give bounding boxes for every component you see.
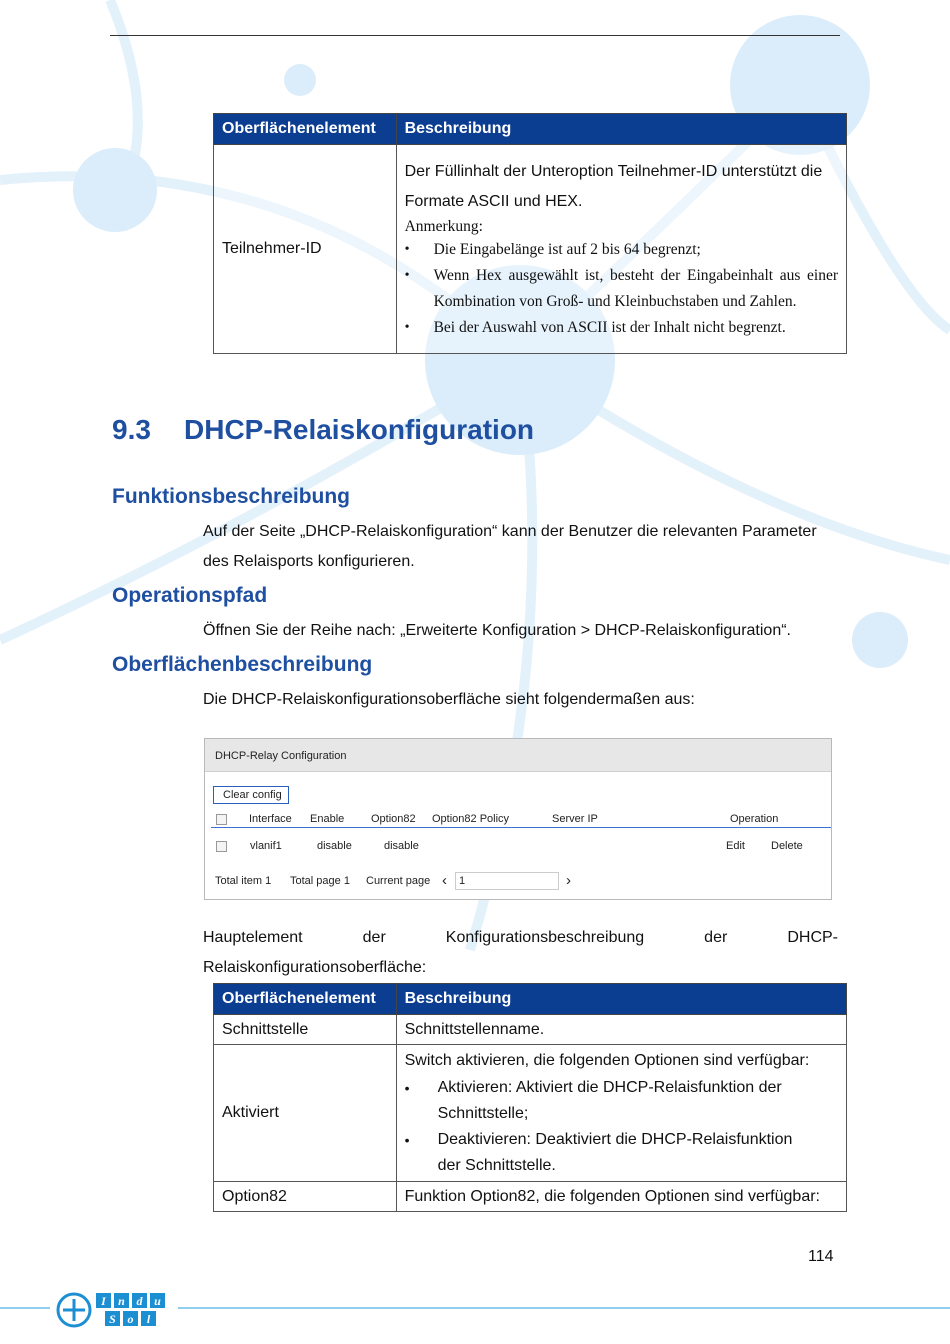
row-description [396, 1045, 846, 1182]
dhcp-relay-screenshot [204, 738, 832, 900]
table-row [214, 145, 847, 354]
col-enable: Enable [310, 813, 345, 825]
heading-path: Operationspfad [112, 584, 268, 607]
header-description: Beschreibung [396, 114, 846, 145]
cell-option82: disable [384, 840, 419, 852]
note-list [405, 237, 838, 341]
panel-title: DHCP-Relay Configuration [215, 750, 347, 762]
row-checkbox[interactable] [216, 841, 227, 852]
desc-line-2: Formate ASCII und HEX. [404, 193, 583, 210]
page-number-value: 1 [459, 875, 466, 887]
footer-rule-right [178, 1307, 950, 1309]
col-option82-policy: Option82 Policy [432, 813, 510, 825]
logo-letter: o [127, 1312, 134, 1326]
table-participant-id [213, 113, 847, 354]
next-page-icon[interactable]: › [566, 872, 571, 889]
table-relay-elements [213, 983, 847, 1212]
row-description: Schnittstellenname. [396, 1015, 846, 1045]
row-label: Option82 [214, 1182, 397, 1212]
logo-letter: u [154, 1294, 161, 1308]
logo-letter: l [146, 1312, 151, 1326]
table-row [214, 1182, 847, 1212]
col-server-ip: Server IP [552, 813, 598, 825]
panel-header [205, 739, 831, 772]
row-description [396, 145, 846, 354]
col-operation: Operation [730, 813, 779, 825]
table-row [214, 1015, 847, 1045]
row-label: Teilnehmer-ID [214, 145, 397, 354]
option-list [405, 1075, 838, 1179]
grid-header-underline [211, 827, 831, 828]
desc-line-1: Der Füllinhalt der Unteroption Teilnehmer-ID unterstützt die [404, 163, 823, 180]
total-pages: Total page 1 [290, 875, 350, 887]
edit-link[interactable]: Edit [726, 840, 745, 852]
heading-function: Funktionsbeschreibung [112, 485, 351, 508]
header-element: Oberflächenelement [214, 114, 397, 145]
col-interface: Interface [249, 813, 292, 825]
note-item: • Bei der Auswahl von ASCII ist der Inhalt nicht begrenzt. [405, 315, 838, 341]
col-option82: Option82 [371, 813, 416, 825]
table-header-row [214, 114, 847, 145]
select-all-checkbox[interactable] [216, 814, 227, 825]
table-header-row [214, 984, 847, 1015]
table2-intro: Hauptelement der Konfigurationsbeschreibung der DHCP-Relaiskonfigurationsoberfläche: [203, 929, 838, 976]
note-item: • Die Eingabelänge ist auf 2 bis 64 begrenzt; [405, 237, 838, 263]
desc-line: Switch aktivieren, die folgenden Optionen sind verfügbar: [404, 1052, 810, 1069]
header-rule [110, 35, 840, 36]
logo-letter: n [118, 1294, 125, 1308]
note-item: • Wenn Hex ausgewählt ist, besteht der Eingabeinhalt aus einer Kombination von Groß- und Kleinbuchstaben und Zahlen. [405, 263, 838, 315]
current-page-label: Current page [366, 875, 431, 887]
section-title: DHCP-Relaiskonfiguration [184, 414, 535, 445]
note-label: Anmerkung: [404, 218, 483, 235]
delete-link[interactable]: Delete [771, 840, 803, 852]
prev-page-icon[interactable]: ‹ [442, 872, 447, 889]
logo-letter: d [136, 1294, 143, 1308]
section-number: 9.3 [112, 414, 151, 445]
table-row [214, 1045, 847, 1182]
interface-text: Die DHCP-Relaiskonfigurationsoberfläche sieht folgendermaßen aus: [203, 691, 695, 708]
clear-config-button[interactable]: Clear config [213, 786, 289, 804]
cell-interface: vlanif1 [250, 840, 282, 852]
cell-enable: disable [317, 840, 352, 852]
row-description: Funktion Option82, die folgenden Optionen sind verfügbar: [396, 1182, 846, 1212]
page-number: 114 [808, 1248, 834, 1265]
total-items: Total item 1 [215, 875, 272, 887]
row-label: Schnittstelle [214, 1015, 397, 1045]
indusol-logo [55, 1290, 170, 1330]
path-text: Öffnen Sie der Reihe nach: „Erweiterte Konfiguration > DHCP-Relaiskonfiguration“. [203, 622, 791, 639]
header-description: Beschreibung [396, 984, 846, 1015]
section-heading [112, 414, 534, 446]
logo-letter: I [101, 1294, 106, 1308]
option-item: • Deaktivieren: Deaktiviert die DHCP-Relaisfunktion der Schnittstelle. [405, 1127, 808, 1179]
function-text: Auf der Seite „DHCP-Relaiskonfiguration“ kann der Benutzer die relevanten Parameter des Relaisports konfigurieren. [203, 523, 817, 570]
logo-letter: S [109, 1312, 116, 1326]
option-item: • Aktivieren: Aktiviert die DHCP-Relaisfunktion der Schnittstelle; [405, 1075, 808, 1127]
page-number-input[interactable] [455, 872, 559, 890]
heading-interface: Oberflächenbeschreibung [112, 653, 373, 676]
header-element: Oberflächenelement [214, 984, 397, 1015]
footer-rule-left [0, 1307, 50, 1309]
row-label: Aktiviert [214, 1045, 397, 1182]
